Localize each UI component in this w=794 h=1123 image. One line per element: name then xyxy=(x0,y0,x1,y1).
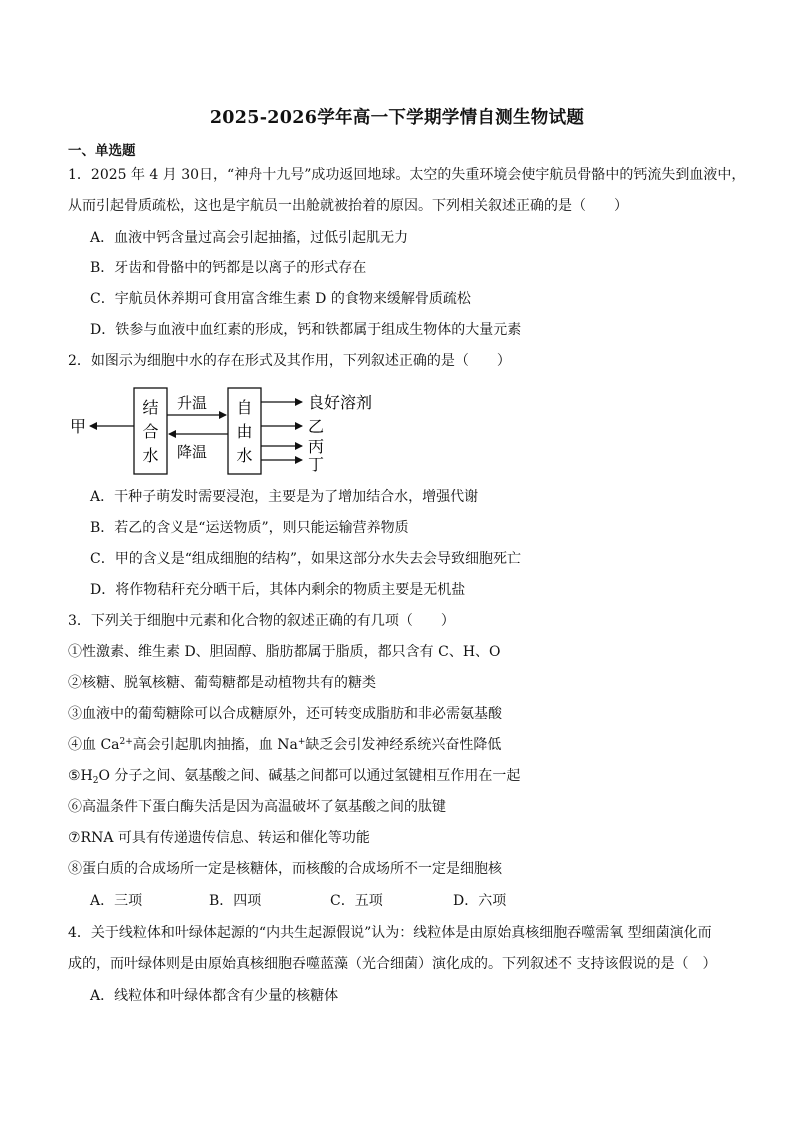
q3-option-b: B．四项 xyxy=(209,893,262,909)
q3-option-a: A．三项 xyxy=(90,893,143,909)
free-water-char-1: 自 xyxy=(236,398,253,417)
q1-stem-line-2: 从而引起骨质疏松，这也是宇航员一出舱就被抬着的原因。下列相关叙述正确的是（ ） xyxy=(68,198,628,214)
q1-stem-line-1: 1．2025 年 4 月 30日，“神舟十九号”成功返回地球。太空的失重环境会使宇航员骨骼中的钙流失到血液中， xyxy=(68,167,746,183)
q4-stem-line-1: 4．关于线粒体和叶绿体起源的“内共生起源假说”认为：线粒体是由原始真核细胞吞噬需氧 型细菌演化而 xyxy=(68,925,712,941)
q4-stem-line-2: 成的，而叶绿体则是由原始真核细胞吞噬蓝藻（光合细菌）演化成的。下列叙述不 支持该假说的是（ ） xyxy=(68,956,717,972)
q3-statement-1: ①性激素、维生素 D、胆固醇、脂肪都属于脂质，都只含有 C、H、O xyxy=(68,644,501,660)
q3-statement-2: ②核糖、脱氧核糖、葡萄糖都是动植物共有的糖类 xyxy=(68,675,376,691)
label-yi: 乙 xyxy=(308,417,325,436)
free-water-char-2: 由 xyxy=(236,422,253,441)
label-good-solvent: 良好溶剂 xyxy=(308,393,373,412)
q1-option-d: D．铁参与血液中血红素的形成，钙和铁都属于组成生物体的大量元素 xyxy=(90,322,522,338)
label-cool-down: 降温 xyxy=(177,443,208,461)
q3-statement-6: ⑥高温条件下蛋白酶失活是因为高温破坏了氨基酸之间的肽键 xyxy=(68,799,446,815)
label-bing: 丙 xyxy=(308,437,325,456)
free-water-char-3: 水 xyxy=(236,446,253,465)
q3-statement-7: ⑦RNA 可具有传递遗传信息、转运和催化等功能 xyxy=(68,830,370,846)
q2-stem: 2．如图示为细胞中水的存在形式及其作用，下列叙述正确的是（ ） xyxy=(68,353,511,369)
q1-option-c: C．宇航员休养期可食用富含维生素 D 的食物来缓解骨质疏松 xyxy=(90,291,471,307)
water-forms-diagram xyxy=(68,382,388,478)
q3-option-d: D．六项 xyxy=(453,893,507,909)
label-jia: 甲 xyxy=(70,417,87,436)
section-heading-single-choice: 一、单选题 xyxy=(68,143,136,159)
bound-water-char-2: 合 xyxy=(142,422,159,441)
q3-option-c: C．五项 xyxy=(330,893,383,909)
q3-stem: 3．下列关于细胞中元素和化合物的叙述正确的有几项（ ） xyxy=(68,613,455,629)
bound-water-char-3: 水 xyxy=(142,446,159,465)
q1-option-b: B．牙齿和骨骼中的钙都是以离子的形式存在 xyxy=(90,260,367,276)
q3-statement-5: $⑤H_2O$ 分子之间、氨基酸之间、碱基之间都可以通过氢键相互作用在一起 xyxy=(68,768,521,786)
q4-option-a: A．线粒体和叶绿体都含有少量的核糖体 xyxy=(90,988,339,1004)
q3-statement-4: ④血 $Ca^{2+}$高会引起肌肉抽搐，血 Na+缺乏会引发神经系统兴奋性降低 xyxy=(68,737,502,753)
q3-statement-3: ③血液中的葡萄糖除可以合成糖原外，还可转变成脂肪和非必需氨基酸 xyxy=(68,706,502,722)
q1-option-a: A．血液中钙含量过高会引起抽搐，过低引起肌无力 xyxy=(90,230,409,246)
label-heat-up: 升温 xyxy=(177,394,208,412)
bound-water-char-1: 结 xyxy=(142,398,159,417)
q3-statement-8: ⑧蛋白质的合成场所一定是核糖体，而核酸的合成场所不一定是细胞核 xyxy=(68,861,502,877)
q2-option-c: C．甲的含义是“组成细胞的结构”，如果这部分水失去会导致细胞死亡 xyxy=(90,551,522,567)
q2-option-a: A．干种子萌发时需要浸泡，主要是为了增加结合水，增强代谢 xyxy=(90,489,479,505)
label-ding: 丁 xyxy=(308,455,325,474)
page-title: 2025-2026学年高一下学期学情自测生物试题 xyxy=(209,108,585,128)
q2-option-b: B．若乙的含义是“运送物质”，则只能运输营养物质 xyxy=(90,520,409,536)
q2-option-d: D．将作物秸秆充分晒干后，其体内剩余的物质主要是无机盐 xyxy=(90,582,466,598)
